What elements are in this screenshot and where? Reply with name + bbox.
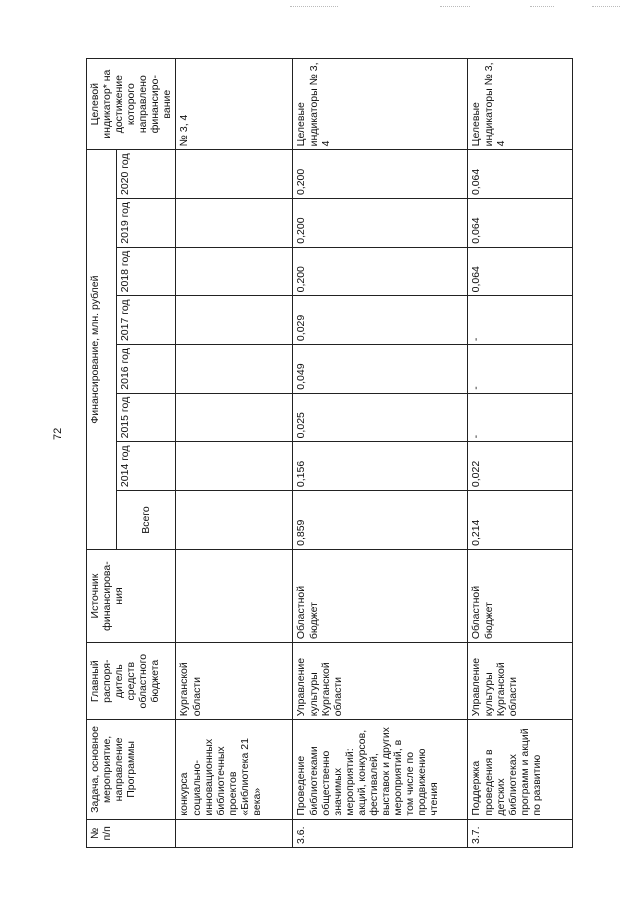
cell-year: - [468, 296, 573, 345]
table-row [468, 59, 573, 848]
cell-total: 0,859 [293, 491, 468, 550]
cell-year [176, 150, 293, 199]
header-year: 2015 год [117, 393, 176, 442]
cell-year [176, 199, 293, 248]
cell-year: 0,025 [293, 393, 468, 442]
cell-task: Проведение библиотеками общественно значимых мероприятий: акций, конкурсов, фестивалей, выставок и других мероприятий, в том числе по продвижению чтения [293, 720, 468, 819]
cell-indicator: Целевые индикаторы № 3, 4 [293, 59, 468, 150]
cell-year: - [468, 345, 573, 394]
header-financing: Финансирование, млн. рублей [87, 150, 117, 550]
cell-year: 0,064 [468, 199, 573, 248]
cell-source: Областной бюджет [468, 549, 573, 642]
cell-indicator: № 3, 4 [176, 59, 293, 150]
scan-mark [290, 6, 338, 8]
header-year: 2017 год [117, 296, 176, 345]
cell-source: Областной бюджет [293, 549, 468, 642]
cell-year: 0,200 [293, 247, 468, 296]
cell-year: 0,022 [468, 442, 573, 491]
cell-num: 3.6. [293, 819, 468, 847]
cell-year [176, 393, 293, 442]
cell-task: Поддержка проведения в детских библиотеках программ и акций по развитию [468, 720, 573, 819]
scan-mark [530, 6, 554, 8]
cell-task: конкурса социально-инновационных библиотечных проектов «Библиотека 21 века» [176, 720, 293, 819]
header-year: 2019 год [117, 199, 176, 248]
header-source: Источник финансирова-ния [87, 549, 176, 642]
cell-chief: Управление культуры Курганской области [468, 643, 573, 720]
header-year: 2014 год [117, 442, 176, 491]
cell-year: 0,029 [293, 296, 468, 345]
cell-indicator: Целевые индикаторы № 3, 4 [468, 59, 573, 150]
page-number: 72 [52, 427, 64, 440]
cell-year: 0,064 [468, 150, 573, 199]
header-task: Задача, основное мероприятие, направление Программы [87, 720, 176, 819]
cell-year: 0,200 [293, 150, 468, 199]
table-row [293, 59, 468, 848]
cell-total: 0,214 [468, 491, 573, 550]
cell-num [176, 819, 293, 847]
financing-table [86, 58, 573, 848]
header-year: 2020 год [117, 150, 176, 199]
cell-year [176, 345, 293, 394]
cell-year [176, 442, 293, 491]
cell-year: 0,064 [468, 247, 573, 296]
table-row [176, 59, 293, 848]
header-year: 2018 год [117, 247, 176, 296]
scan-mark [592, 6, 620, 8]
header-indicator: Целевой индикатор* на достижение которого направлено финансиро-вание [87, 59, 176, 150]
header-total: Всего [117, 491, 176, 550]
cell-year [176, 296, 293, 345]
header-num: № п/п [87, 819, 176, 847]
cell-year: 0,200 [293, 199, 468, 248]
cell-year [176, 247, 293, 296]
scan-mark [440, 6, 470, 8]
header-chief: Главный распоря-дитель средств областного бюджета [87, 643, 176, 720]
cell-year: 0,156 [293, 442, 468, 491]
cell-chief: Курганской области [176, 643, 293, 720]
cell-num: 3.7. [468, 819, 573, 847]
financing-table-container [86, 58, 543, 848]
cell-source [176, 549, 293, 642]
cell-year: 0,049 [293, 345, 468, 394]
cell-total [176, 491, 293, 550]
cell-chief: Управление культуры Курганской области [293, 643, 468, 720]
cell-year: - [468, 393, 573, 442]
header-year: 2016 год [117, 345, 176, 394]
